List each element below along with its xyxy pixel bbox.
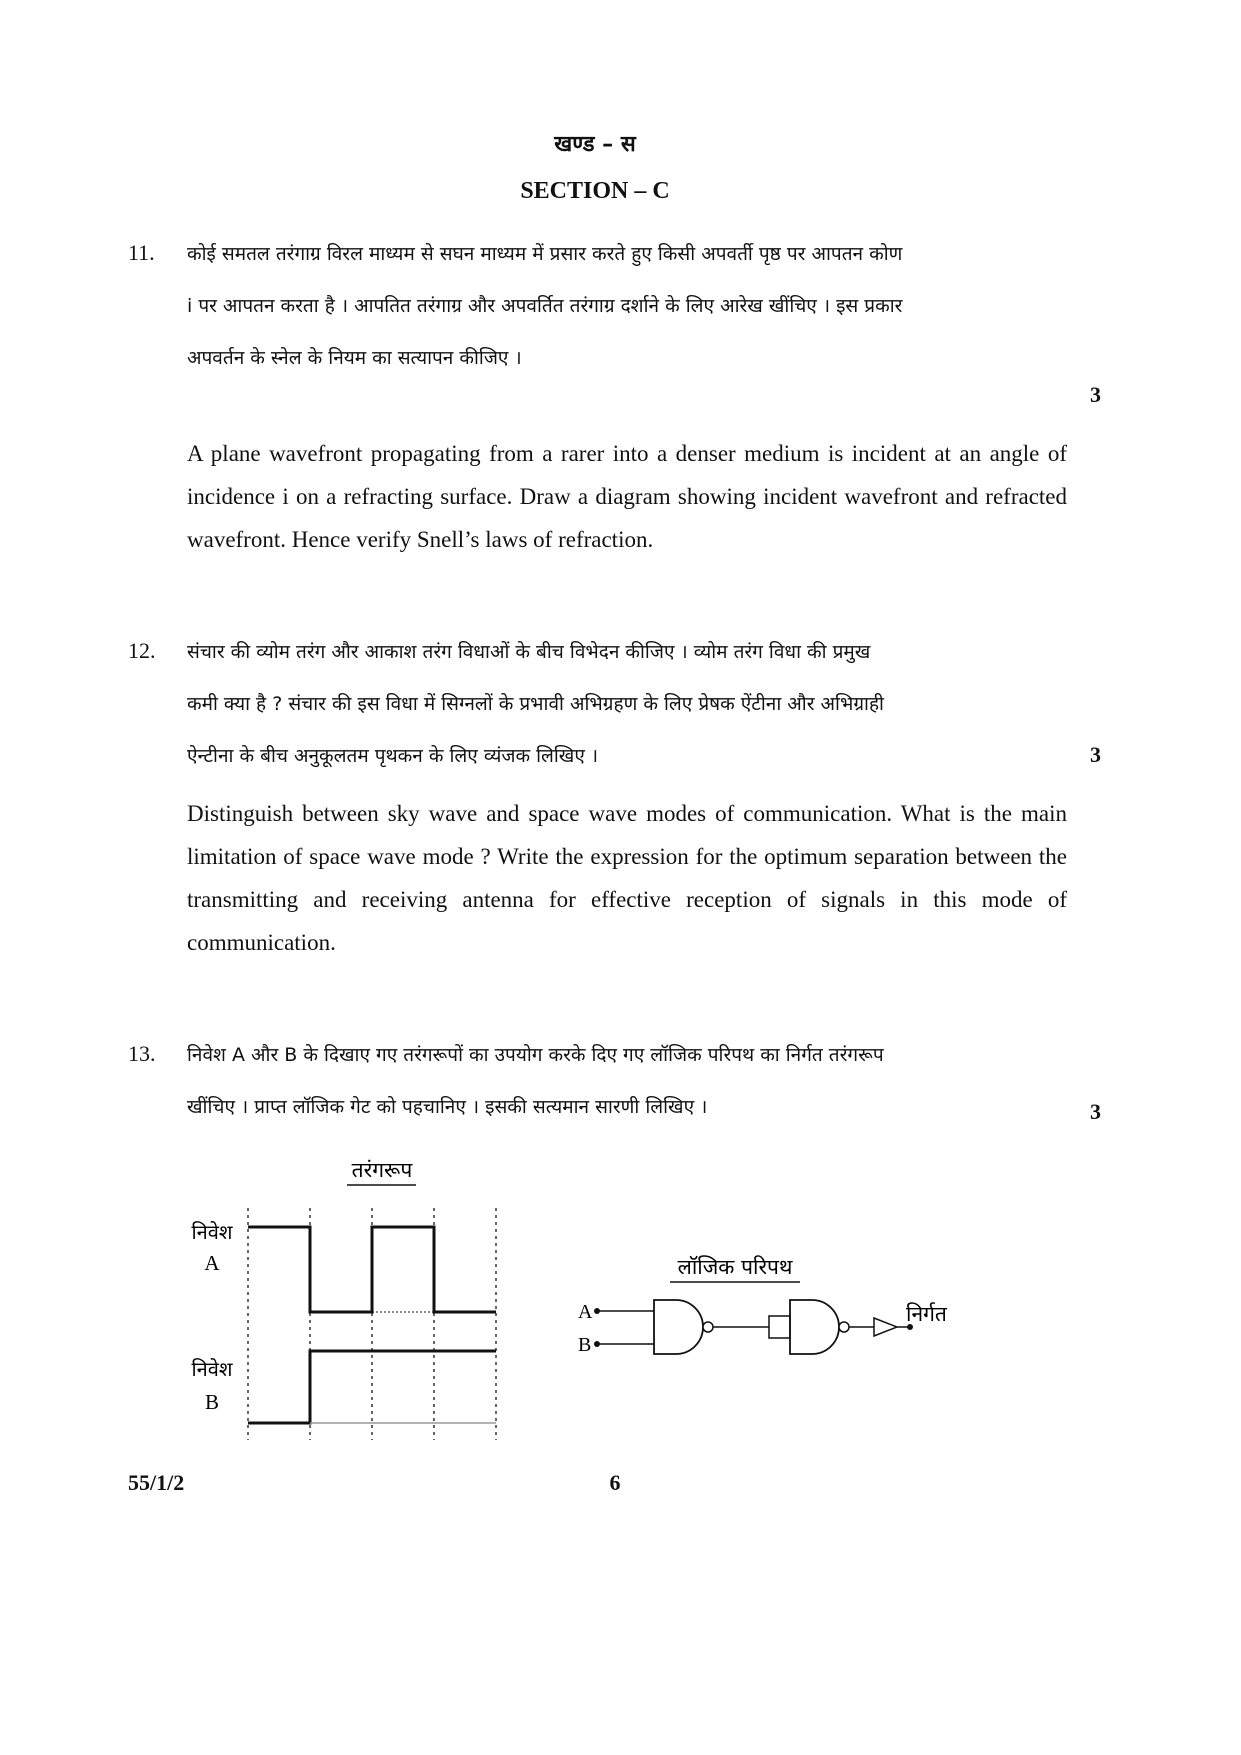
- question-11-hindi-line-2: i पर आपतन करता है । आपतित तरंगाग्र और अपवर्तित तरंगाग्र दर्शाने के लिए आरेख खींचिए । इस प्रकार: [187, 295, 903, 317]
- paper-code: 55/1/2: [128, 1470, 185, 1495]
- question-13-hindi-line-2: खींचिए । प्राप्त लॉजिक गेट को पहचानिए । इसकी सत्यमान सारणी लिखिए ।: [187, 1096, 708, 1118]
- question-13-hindi-line-1: निवेश A और B के दिखाए गए तरंगरूपों का उपयोग करके दिए गए लॉजिक परिपथ का निर्गत तरंगरूप: [187, 1044, 884, 1066]
- input-a-label: निवेश: [191, 1220, 233, 1244]
- nand-gate-1: [654, 1300, 703, 1354]
- output-arrow-icon: [874, 1318, 897, 1336]
- circuit-title: लॉजिक परिपथ: [677, 1255, 793, 1279]
- nand-bubble-2: [839, 1322, 849, 1332]
- nand-bubble-1: [703, 1322, 713, 1332]
- joined-inputs: [769, 1316, 790, 1338]
- question-11-marks: 3: [1090, 382, 1101, 407]
- question-11-hindi-line-3: अपवर्तन के स्नेल के नियम का सत्यापन कीजिए ।: [187, 347, 522, 369]
- question-12-marks: 3: [1090, 742, 1101, 767]
- question-number-13: 13.: [128, 1041, 156, 1066]
- question-number-12: 12.: [128, 638, 156, 663]
- question-12-hindi-line-2: कमी क्या है ? संचार की इस विधा में सिग्नलों के प्रभावी अभिग्रहण के लिए प्रेषक ऐंटीना और अभिग्राही: [187, 693, 884, 715]
- terminal-b-label: B: [578, 1334, 592, 1356]
- terminal-a-label: A: [578, 1301, 593, 1323]
- section-heading-hindi: खण्ड – स: [554, 132, 636, 157]
- question-12-hindi: [187, 626, 1067, 782]
- question-11-english: A plane wavefront propagating from a rarer into a denser medium is incident at an angle of incidence i on a refracting surface. Draw a diagram showing incident wavefront and refracted wavefront. Hence verify Snell’s laws of refraction.: [187, 441, 1067, 552]
- logic-figure: [0, 1150, 1241, 1450]
- question-number-11: 11.: [128, 240, 155, 265]
- question-12-hindi-line-1: संचार की व्योम तरंग और आकाश तरंग विधाओं के बीच विभेदन कीजिए । व्योम तरंग विधा की प्रमुख: [187, 641, 871, 663]
- question-13-marks: 3: [1090, 1099, 1101, 1124]
- output-label: निर्गत: [906, 1302, 947, 1326]
- question-11-hindi-line-1: कोई समतल तरंगाग्र विरल माध्यम से सघन माध्यम में प्रसार करते हुए किसी अपवर्ती पृष्ठ पर आपतन कोण: [187, 243, 903, 265]
- waveform-title: तरंगरूप: [351, 1158, 413, 1182]
- section-heading-english: SECTION – C: [520, 178, 670, 204]
- question-13-hindi: [187, 1029, 1067, 1133]
- question-12-english: Distinguish between sky wave and space wave modes of communication. What is the main limitation of space wave mode ? Write the expression for the optimum separation between the transmitting and receiving antenna for effective reception of signals in this mode of communication.: [187, 801, 1067, 955]
- question-12-hindi-line-3: ऐन्टीना के बीच अनुकूलतम पृथकन के लिए व्यंजक लिखिए ।: [187, 745, 599, 767]
- question-11-hindi: [187, 228, 1067, 384]
- input-a-letter: A: [204, 1251, 220, 1275]
- input-b-letter: B: [204, 1390, 220, 1414]
- input-b-label: निवेश: [191, 1357, 233, 1381]
- page-number: 6: [609, 1470, 621, 1495]
- nand-gate-2: [790, 1300, 839, 1354]
- waveform-a: [248, 1227, 496, 1312]
